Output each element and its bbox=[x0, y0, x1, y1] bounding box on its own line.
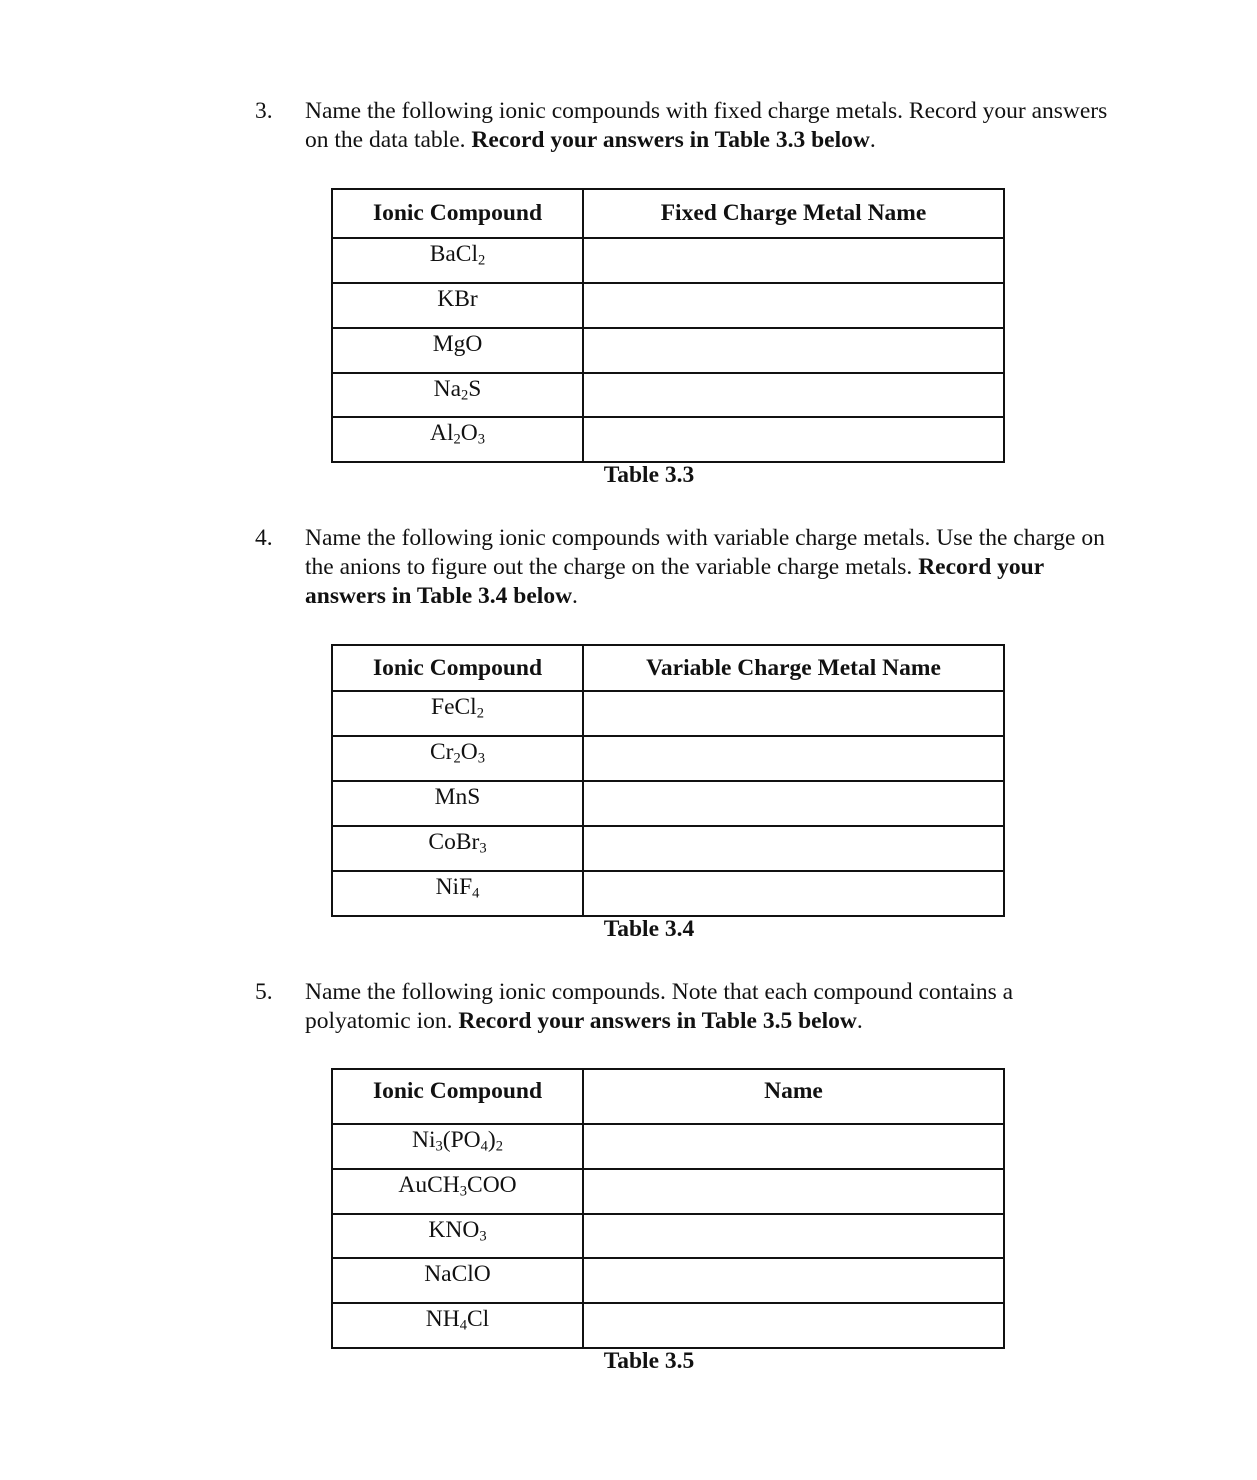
answer-cell[interactable] bbox=[583, 238, 1004, 283]
compound-cell bbox=[332, 871, 583, 916]
header-name: Name bbox=[583, 1069, 1004, 1124]
compound-cell bbox=[332, 417, 583, 462]
formula-text: MnS bbox=[434, 784, 481, 810]
answer-cell[interactable] bbox=[583, 826, 1004, 871]
formula-subscript: 3 bbox=[479, 840, 487, 857]
formula-subscript: 4 bbox=[472, 885, 480, 902]
table-3-4 bbox=[331, 644, 1005, 917]
formula-text: KBr bbox=[437, 286, 478, 312]
formula-text: CoBr bbox=[428, 829, 480, 855]
formula-text: BaCl bbox=[429, 241, 479, 267]
formula-subscript: 2 bbox=[453, 750, 461, 767]
question-text bbox=[305, 524, 1115, 611]
answer-cell[interactable] bbox=[583, 283, 1004, 328]
formula-subscript: 4 bbox=[480, 1138, 488, 1155]
formula-text: MgO bbox=[432, 331, 483, 357]
compound-cell bbox=[332, 691, 583, 736]
answer-cell[interactable] bbox=[583, 328, 1004, 373]
formula-text: NiF bbox=[435, 874, 473, 900]
formula-subscript: 4 bbox=[459, 1317, 467, 1334]
formula-text: Cl bbox=[467, 1306, 490, 1332]
table-caption: Table 3.4 bbox=[603, 916, 695, 942]
header-metal-name: Variable Charge Metal Name bbox=[583, 645, 1004, 691]
formula-subscript: 3 bbox=[479, 1228, 487, 1245]
formula-subscript: 3 bbox=[435, 1138, 443, 1155]
formula-subscript: 2 bbox=[478, 252, 486, 269]
formula-text: Na bbox=[433, 376, 462, 402]
formula-subscript: 2 bbox=[453, 431, 461, 448]
question-period: . bbox=[572, 583, 578, 609]
compound-cell bbox=[332, 1258, 583, 1303]
compound-cell bbox=[332, 238, 583, 283]
formula-text: KNO bbox=[428, 1217, 480, 1243]
formula-text: NaClO bbox=[424, 1261, 491, 1287]
compound-cell bbox=[332, 1214, 583, 1258]
question-number: 4. bbox=[255, 525, 273, 551]
formula-text: AuCH bbox=[398, 1172, 460, 1198]
formula-subscript: 3 bbox=[477, 750, 486, 767]
formula-subscript: 3 bbox=[477, 431, 486, 448]
answer-cell[interactable] bbox=[583, 417, 1004, 462]
compound-cell bbox=[332, 736, 583, 781]
formula-text: FeCl bbox=[431, 694, 477, 720]
answer-cell[interactable] bbox=[583, 736, 1004, 781]
question-period: . bbox=[869, 127, 876, 153]
answer-cell[interactable] bbox=[583, 691, 1004, 736]
compound-cell bbox=[332, 283, 583, 328]
compound-cell bbox=[332, 1303, 583, 1348]
question-text bbox=[305, 978, 1115, 1036]
formula-text: Cr bbox=[429, 739, 454, 765]
question-number: 5. bbox=[255, 979, 273, 1005]
answer-cell[interactable] bbox=[583, 1169, 1004, 1214]
answer-cell[interactable] bbox=[583, 1124, 1004, 1169]
formula-text: (PO bbox=[442, 1127, 481, 1153]
header-ionic-compound: Ionic Compound bbox=[332, 645, 583, 691]
formula-subscript: 3 bbox=[459, 1183, 468, 1200]
question-bold-instruction: Record your answers in Table 3.5 below bbox=[458, 1008, 857, 1034]
compound-cell bbox=[332, 328, 583, 373]
question-text bbox=[305, 97, 1115, 155]
compound-cell bbox=[332, 1124, 583, 1169]
question-instruction: Name the following ionic compounds with fixed charge metals. Record your answers on the data table. bbox=[305, 98, 1108, 153]
answer-cell[interactable] bbox=[583, 871, 1004, 916]
header-ionic-compound: Ionic Compound bbox=[332, 189, 583, 238]
formula-text: S bbox=[468, 376, 482, 402]
table-3-5 bbox=[331, 1068, 1005, 1349]
question-instruction: Name the following ionic compounds with variable charge metals. Use the charge on the anions to figure out the charge on the variable charge metals. bbox=[305, 525, 1105, 580]
question-bold-instruction: Record your answers in Table 3.3 below bbox=[471, 127, 870, 153]
answer-cell[interactable] bbox=[583, 781, 1004, 826]
answer-cell[interactable] bbox=[583, 1258, 1004, 1303]
formula-text: NH bbox=[425, 1306, 460, 1332]
formula-text: Ni bbox=[411, 1127, 436, 1153]
question-number: 3. bbox=[255, 98, 273, 124]
formula-text: COO bbox=[467, 1172, 517, 1198]
table-3-3 bbox=[331, 188, 1005, 463]
compound-cell bbox=[332, 826, 583, 871]
formula-text: O bbox=[460, 420, 478, 446]
answer-cell[interactable] bbox=[583, 1303, 1004, 1348]
question-bold-instruction: Record your answers in Table 3.4 below bbox=[305, 554, 1044, 609]
question-period: . bbox=[856, 1008, 863, 1034]
formula-subscript: 2 bbox=[495, 1138, 504, 1155]
formula-subscript: 2 bbox=[476, 705, 484, 722]
answer-cell[interactable] bbox=[583, 373, 1004, 417]
compound-cell bbox=[332, 1169, 583, 1214]
table-caption: Table 3.5 bbox=[603, 1348, 695, 1374]
header-metal-name: Fixed Charge Metal Name bbox=[583, 189, 1004, 238]
formula-text: ) bbox=[487, 1127, 496, 1153]
formula-text: Al bbox=[429, 420, 454, 446]
compound-cell bbox=[332, 373, 583, 417]
header-ionic-compound: Ionic Compound bbox=[332, 1069, 583, 1124]
table-caption: Table 3.3 bbox=[603, 462, 695, 488]
question-instruction: Name the following ionic compounds. Note that each compound contains a polyatomic ion. bbox=[305, 979, 1014, 1034]
formula-subscript: 2 bbox=[461, 387, 469, 404]
formula-text: O bbox=[460, 739, 478, 765]
answer-cell[interactable] bbox=[583, 1214, 1004, 1258]
compound-cell bbox=[332, 781, 583, 826]
